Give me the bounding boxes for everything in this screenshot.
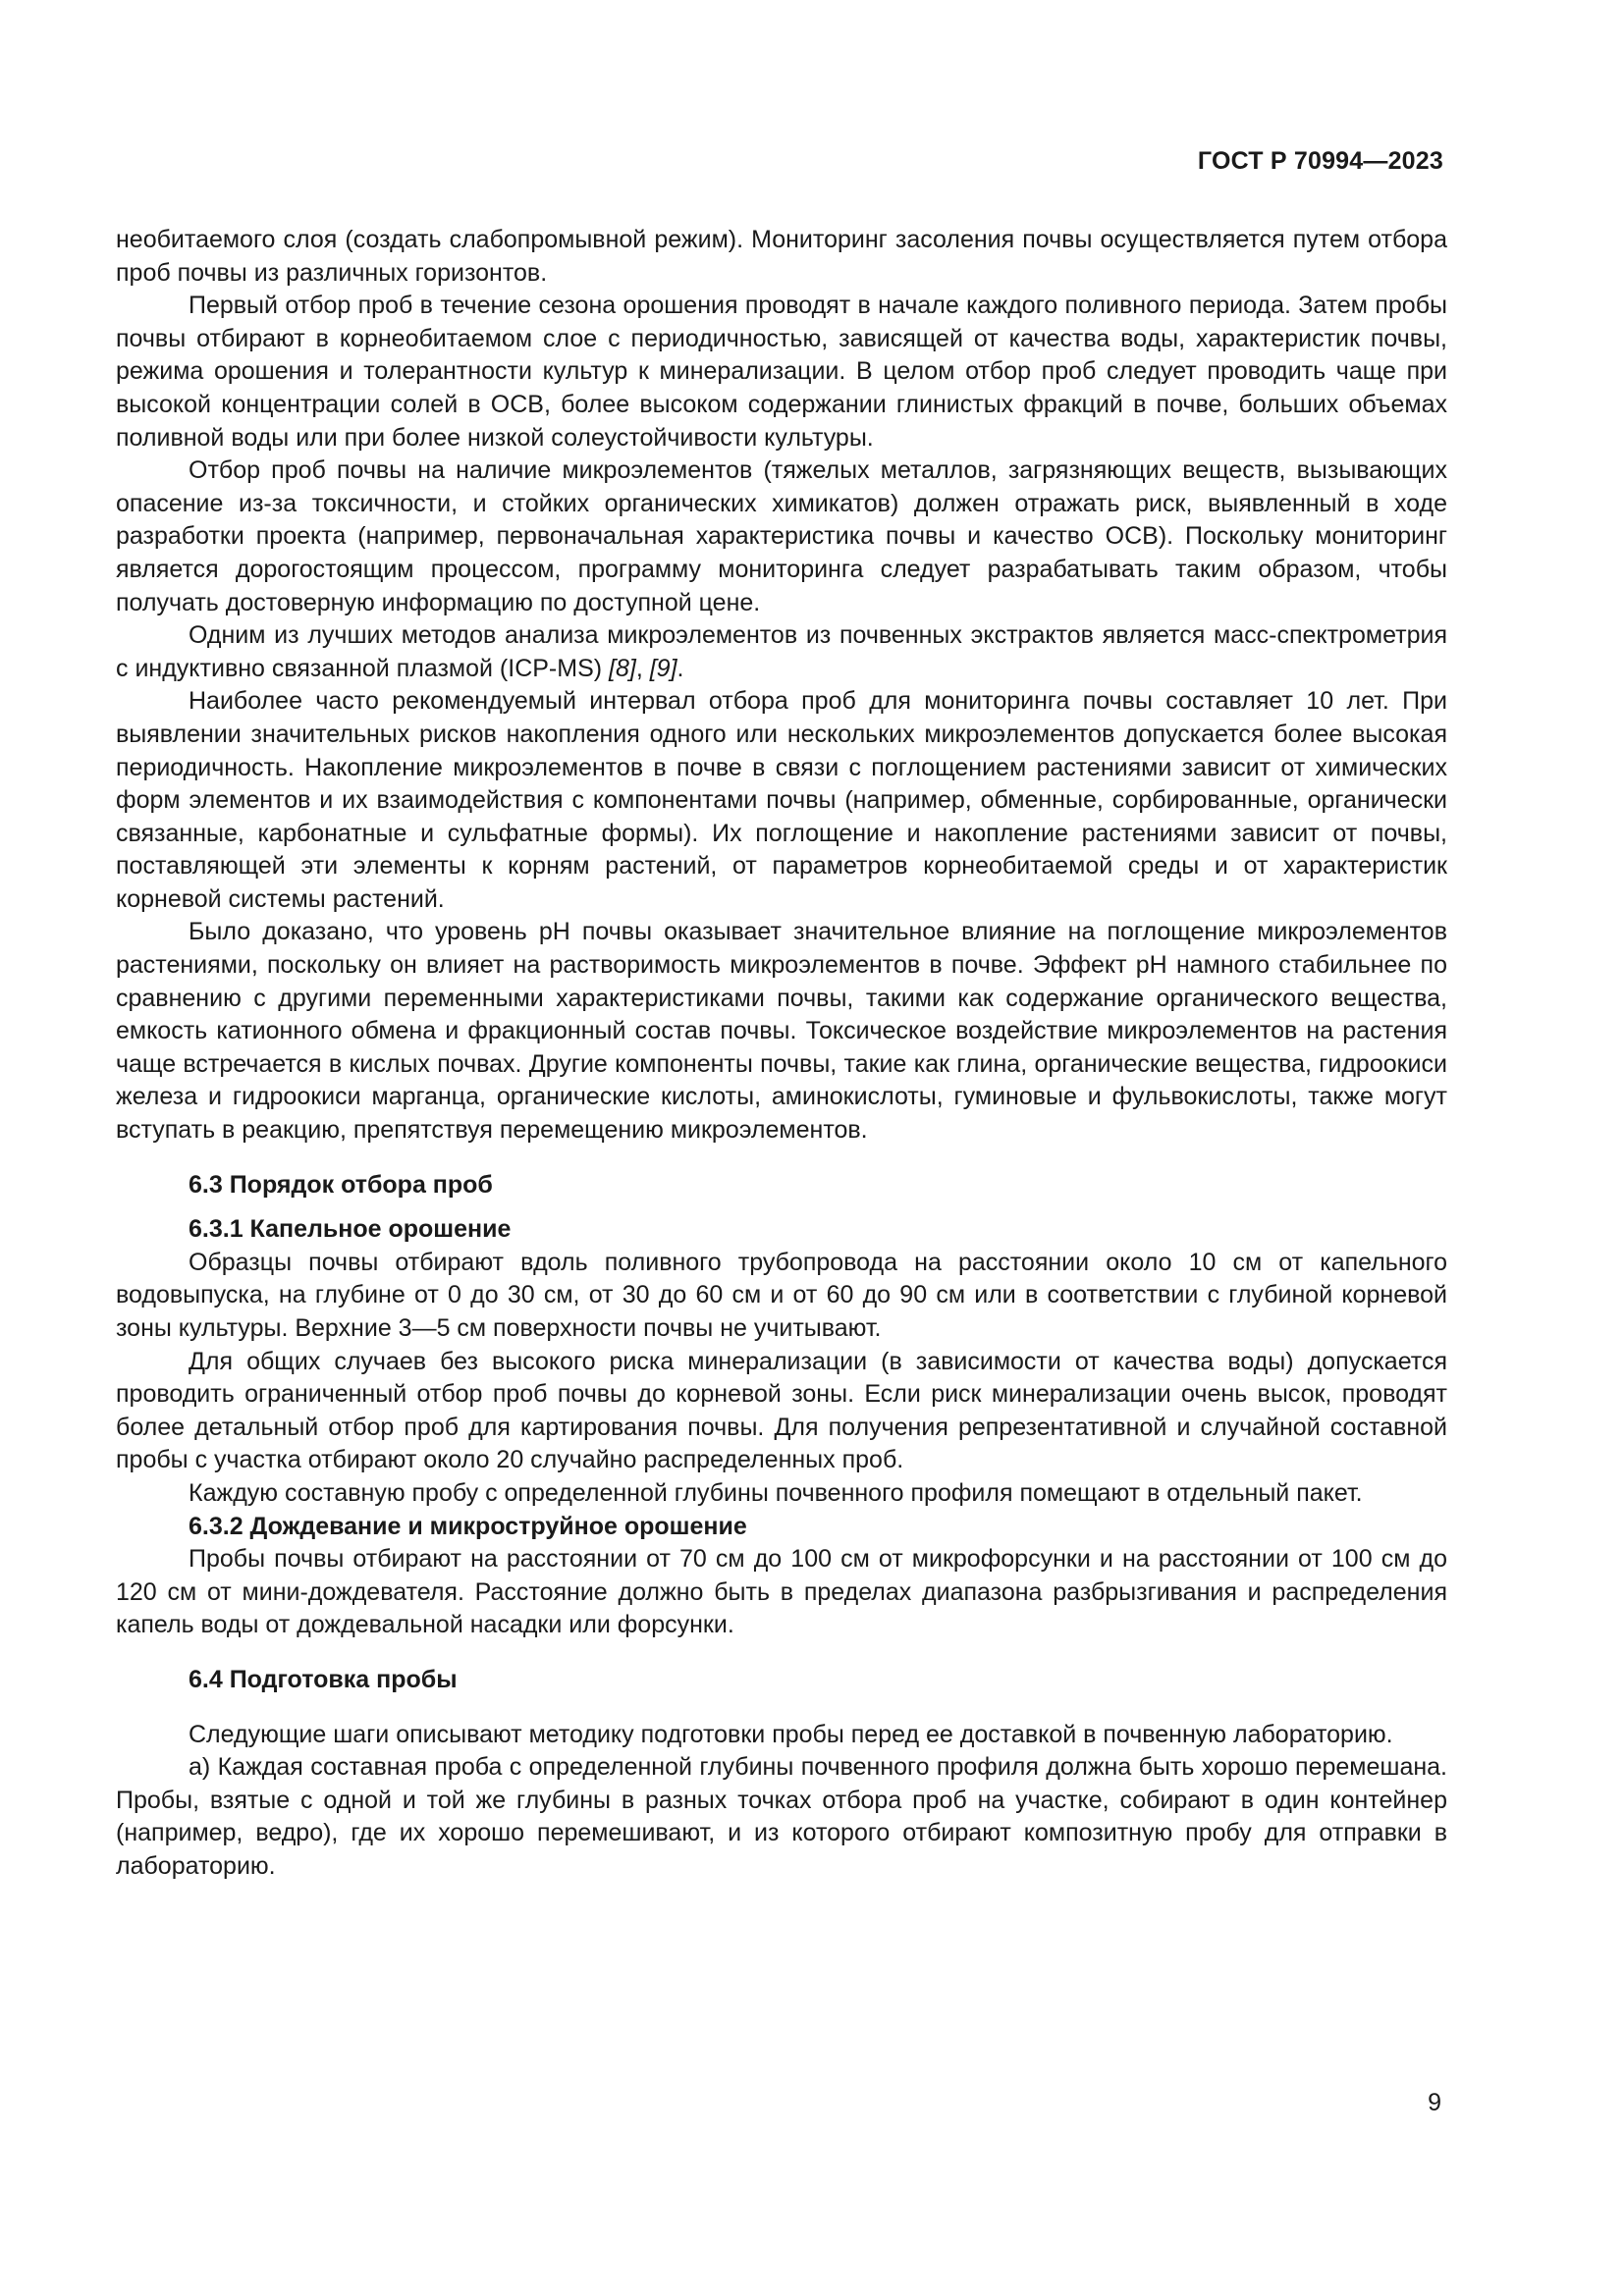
- section-heading: 6.3 Порядок отбора проб: [189, 1170, 493, 1199]
- paragraph: Первый отбор проб в течение сезона орошения проводят в начале каждого поливного периода. Затем пробы почвы отбирают в корнеобитаемом слое с периодичностью, зависящей от качества воды, характеристик почвы, режима орошения и толерантности культур к минерализации. В целом отбор проб следует проводить чаще при высокой концентрации солей в ОСВ, более высоком содержании глинистых фракций в почве, больших объемах поливной воды или при более низкой солеустойчивости культуры.: [116, 292, 1447, 452]
- paragraph: Следующие шаги описывают методику подготовки пробы перед ее доставкой в почвенную лабораторию.: [189, 1720, 1393, 1748]
- citation-ref: [8]: [609, 654, 636, 682]
- paragraph: Наиболее часто рекомендуемый интервал отбора проб для мониторинга почвы составляет 10 лет. При выявлении значительных рисков накопления одного или нескольких микроэлементов допускается более высокая периодичность. Накопление микроэлементов в почве в связи с поглощением растениями зависит от химических форм элементов и их взаимодействия с компонентами почвы (например, обменные, сорбированные, органически связанные, карбонатные и сульфатные формы). Их поглощение и накопление растениями зависит от почвы, поставляющей эти элементы к корням растений, от параметров корнеобитаемой среды и от характеристик корневой системы растений.: [116, 687, 1447, 913]
- paragraph: Было доказано, что уровень pH почвы оказывает значительное влияние на поглощение микроэлементов растениями, поскольку он влияет на растворимость микроэлементов в почве. Эффект pH намного стабильнее по сравнению с другими переменными характеристиками почвы, такими как содержание органического вещества, емкость катионного обмена и фракционный состав почвы. Токсическое воздействие микроэлементов на растения чаще встречается в кислых почвах. Другие компоненты почвы, такие как глина, органические вещества, гидроокиси железа и гидроокиси марганца, органические кислоты, аминокислоты, гуминовые и фульвокислоты, также могут вступать в реакцию, препятствуя перемещению микроэлементов.: [116, 918, 1447, 1145]
- page-number: 9: [1428, 2089, 1441, 2116]
- document-body: [116, 224, 1447, 1884]
- paragraph: [116, 619, 1447, 685]
- paragraph: Пробы почвы отбирают на расстоянии от 70 см до 100 см от микрофорсунки и на расстоянии от 100 см до 120 см от мини-дождевателя. Расстояние должно быть в пределах диапазона разбрызгивания и распределения капель воды от дождевальной насадки или форсунки.: [116, 1545, 1447, 1639]
- paragraph: Отбор проб почвы на наличие микроэлементов (тяжелых металлов, загрязняющих веществ, вызывающих опасение из-за токсичности, и стойких органических химикатов) должен отражать риск, выявленный в ходе разработки проекта (например, первоначальная характеристика почвы и качество ОСВ). Поскольку мониторинг является дорогостоящим процессом, программу мониторинга следует разрабатывать таким образом, чтобы получать достоверную информацию по доступной цене.: [116, 456, 1447, 616]
- paragraph: а) Каждая составная проба с определенной глубины почвенного профиля должна быть хорошо перемешана. Пробы, взятые с одной и той же глубины в разных точках отбора проб на участке, собирают в один контейнер (например, ведро), где их хорошо перемешивают, и из которого отбирают композитную пробу для отправки в лабораторию.: [116, 1753, 1447, 1880]
- subsection-heading: 6.3.2 Дождевание и микроструйное орошение: [189, 1512, 747, 1540]
- paragraph: Образцы почвы отбирают вдоль поливного трубопровода на расстоянии около 10 см от капельного водовыпуска, на глубине от 0 до 30 см, от 30 до 60 см и от 60 до 90 см или в соответствии с глубиной корневой зоны культуры. Верхние 3—5 см поверхности почвы не учитывают.: [116, 1248, 1447, 1342]
- document-header: ГОСТ Р 70994—2023: [1197, 147, 1443, 175]
- paragraph: Для общих случаев без высокого риска минерализации (в зависимости от качества воды) допускается проводить ограниченный отбор проб почвы до корневой зоны. Если риск минерализации очень высок, проводят более детальный отбор проб для картирования почвы. Для получения репрезентативной и случайной составной пробы с участка отбирают около 20 случайно распределенных проб.: [116, 1347, 1447, 1474]
- subsection-heading: 6.3.1 Капельное орошение: [189, 1215, 512, 1244]
- paragraph-text: Одним из лучших методов анализа микроэлементов из почвенных экстрактов является масс-спектрометрия с индуктивно связанной плазмой (ICP-MS): [116, 621, 1447, 682]
- citation-ref: [9]: [649, 654, 677, 682]
- section-heading: 6.4 Подготовка пробы: [189, 1665, 458, 1693]
- paragraph: Каждую составную пробу с определенной глубины почвенного профиля помещают в отдельный пакет.: [189, 1478, 1363, 1507]
- separator: ,: [635, 654, 650, 682]
- period: .: [677, 654, 684, 682]
- paragraph: необитаемого слоя (создать слабопромывной режим). Мониторинг засоления почвы осуществляется путем отбора проб почвы из различных горизонтов.: [116, 226, 1447, 287]
